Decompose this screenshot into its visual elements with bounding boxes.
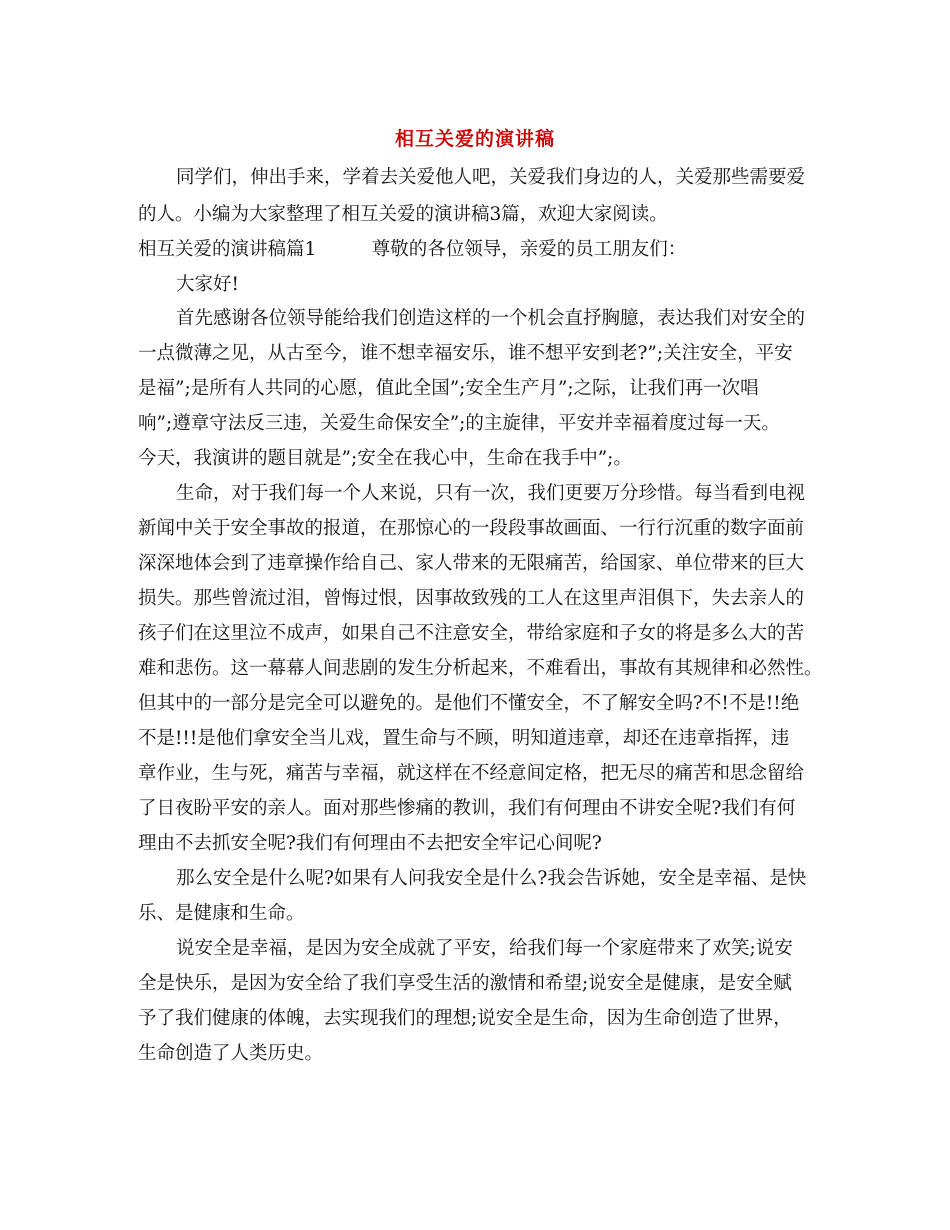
- paragraph-line: 生命创造了人类历史。: [138, 1043, 324, 1064]
- paragraph-line: 响”;遵章守法反三违，关爱生命保安全”;的主旋律，平安并幸福着度过每一天。: [138, 413, 780, 434]
- paragraph-line: 深深地体会到了违章操作给自己、家人带来的无限痛苦，给国家、单位带来的巨大: [138, 553, 805, 574]
- document-title: 相互关爱的演讲稿: [394, 128, 555, 150]
- paragraph-line: 孩子们在这里泣不成声，如果自己不注意安全，带给家庭和子女的将是多么大的苦: [138, 623, 805, 644]
- paragraph-line: 乐、是健康和生命。: [138, 903, 305, 924]
- paragraph-line: 一点微薄之见，从古至今，谁不想幸福安乐，谁不想平安到老?”;关注安全，平安: [138, 343, 793, 364]
- section-heading-line: 相互关爱的演讲稿篇1 尊敬的各位领导，亲爱的员工朋友们：: [138, 239, 687, 260]
- paragraph-line: 予了我们健康的体魄，去实现我们的理想;说安全是生命，因为生命创造了世界，: [138, 1008, 792, 1029]
- paragraph-line: 说安全是幸福，是因为安全成就了平安，给我们每一个家庭带来了欢笑;说安: [176, 938, 793, 959]
- paragraph-line: 那么安全是什么呢?如果有人问我安全是什么?我会告诉她，安全是幸福、是快: [176, 868, 807, 889]
- paragraph-line: 损失。那些曾流过泪，曾悔过恨，因事故致残的工人在这里声泪俱下，失去亲人的: [138, 588, 805, 609]
- paragraph-line: 章作业，生与死，痛苦与幸福，就这样在不经意间定格，把无尽的痛苦和思念留给: [138, 763, 805, 784]
- paragraph-line: 不是!!!是他们拿安全当儿戏，置生命与不顾，明知道违章，却还在违章指挥，违: [138, 728, 790, 749]
- paragraph-line: 新闻中关于安全事故的报道，在那惊心的一段段事故画面、一行行沉重的数字面前: [138, 518, 805, 539]
- paragraph-line: 但其中的一部分是完全可以避免的。是他们不懂安全，不了解安全吗?不!不是!!绝: [138, 693, 800, 714]
- paragraph-line: 同学们，伸出手来，学着去关爱他人吧，关爱我们身边的人，关爱那些需要爱: [176, 167, 806, 188]
- paragraph-line: 了日夜盼平安的亲人。面对那些惨痛的教训，我们有何理由不讲安全呢?我们有何: [138, 798, 796, 819]
- paragraph-line: 的人。小编为大家整理了相互关爱的演讲稿3篇，欢迎大家阅读。: [138, 204, 668, 225]
- paragraph-line: 首先感谢各位领导能给我们创造这样的一个机会直抒胸臆，表达我们对安全的: [176, 308, 806, 329]
- paragraph-line: 难和悲伤。这一幕幕人间悲剧的发生分析起来，不难看出，事故有其规律和必然性。: [138, 658, 823, 679]
- paragraph-line: 是福”;是所有人共同的心愿，值此全国”;安全生产月”;之际，让我们再一次唱: [138, 378, 759, 399]
- paragraph-line: 大家好!: [176, 274, 239, 295]
- paragraph-line: 全是快乐，是因为安全给了我们享受生活的激情和希望;说安全是健康，是安全赋: [138, 973, 792, 994]
- paragraph-line: 生命，对于我们每一个人来说，只有一次，我们更要万分珍惜。每当看到电视: [176, 483, 806, 504]
- paragraph-line: 理由不去抓安全呢?我们有何理由不去把安全牢记心间呢?: [138, 833, 602, 854]
- paragraph-line: 今天，我演讲的题目就是”;安全在我心中，生命在我手中”;。: [138, 448, 632, 469]
